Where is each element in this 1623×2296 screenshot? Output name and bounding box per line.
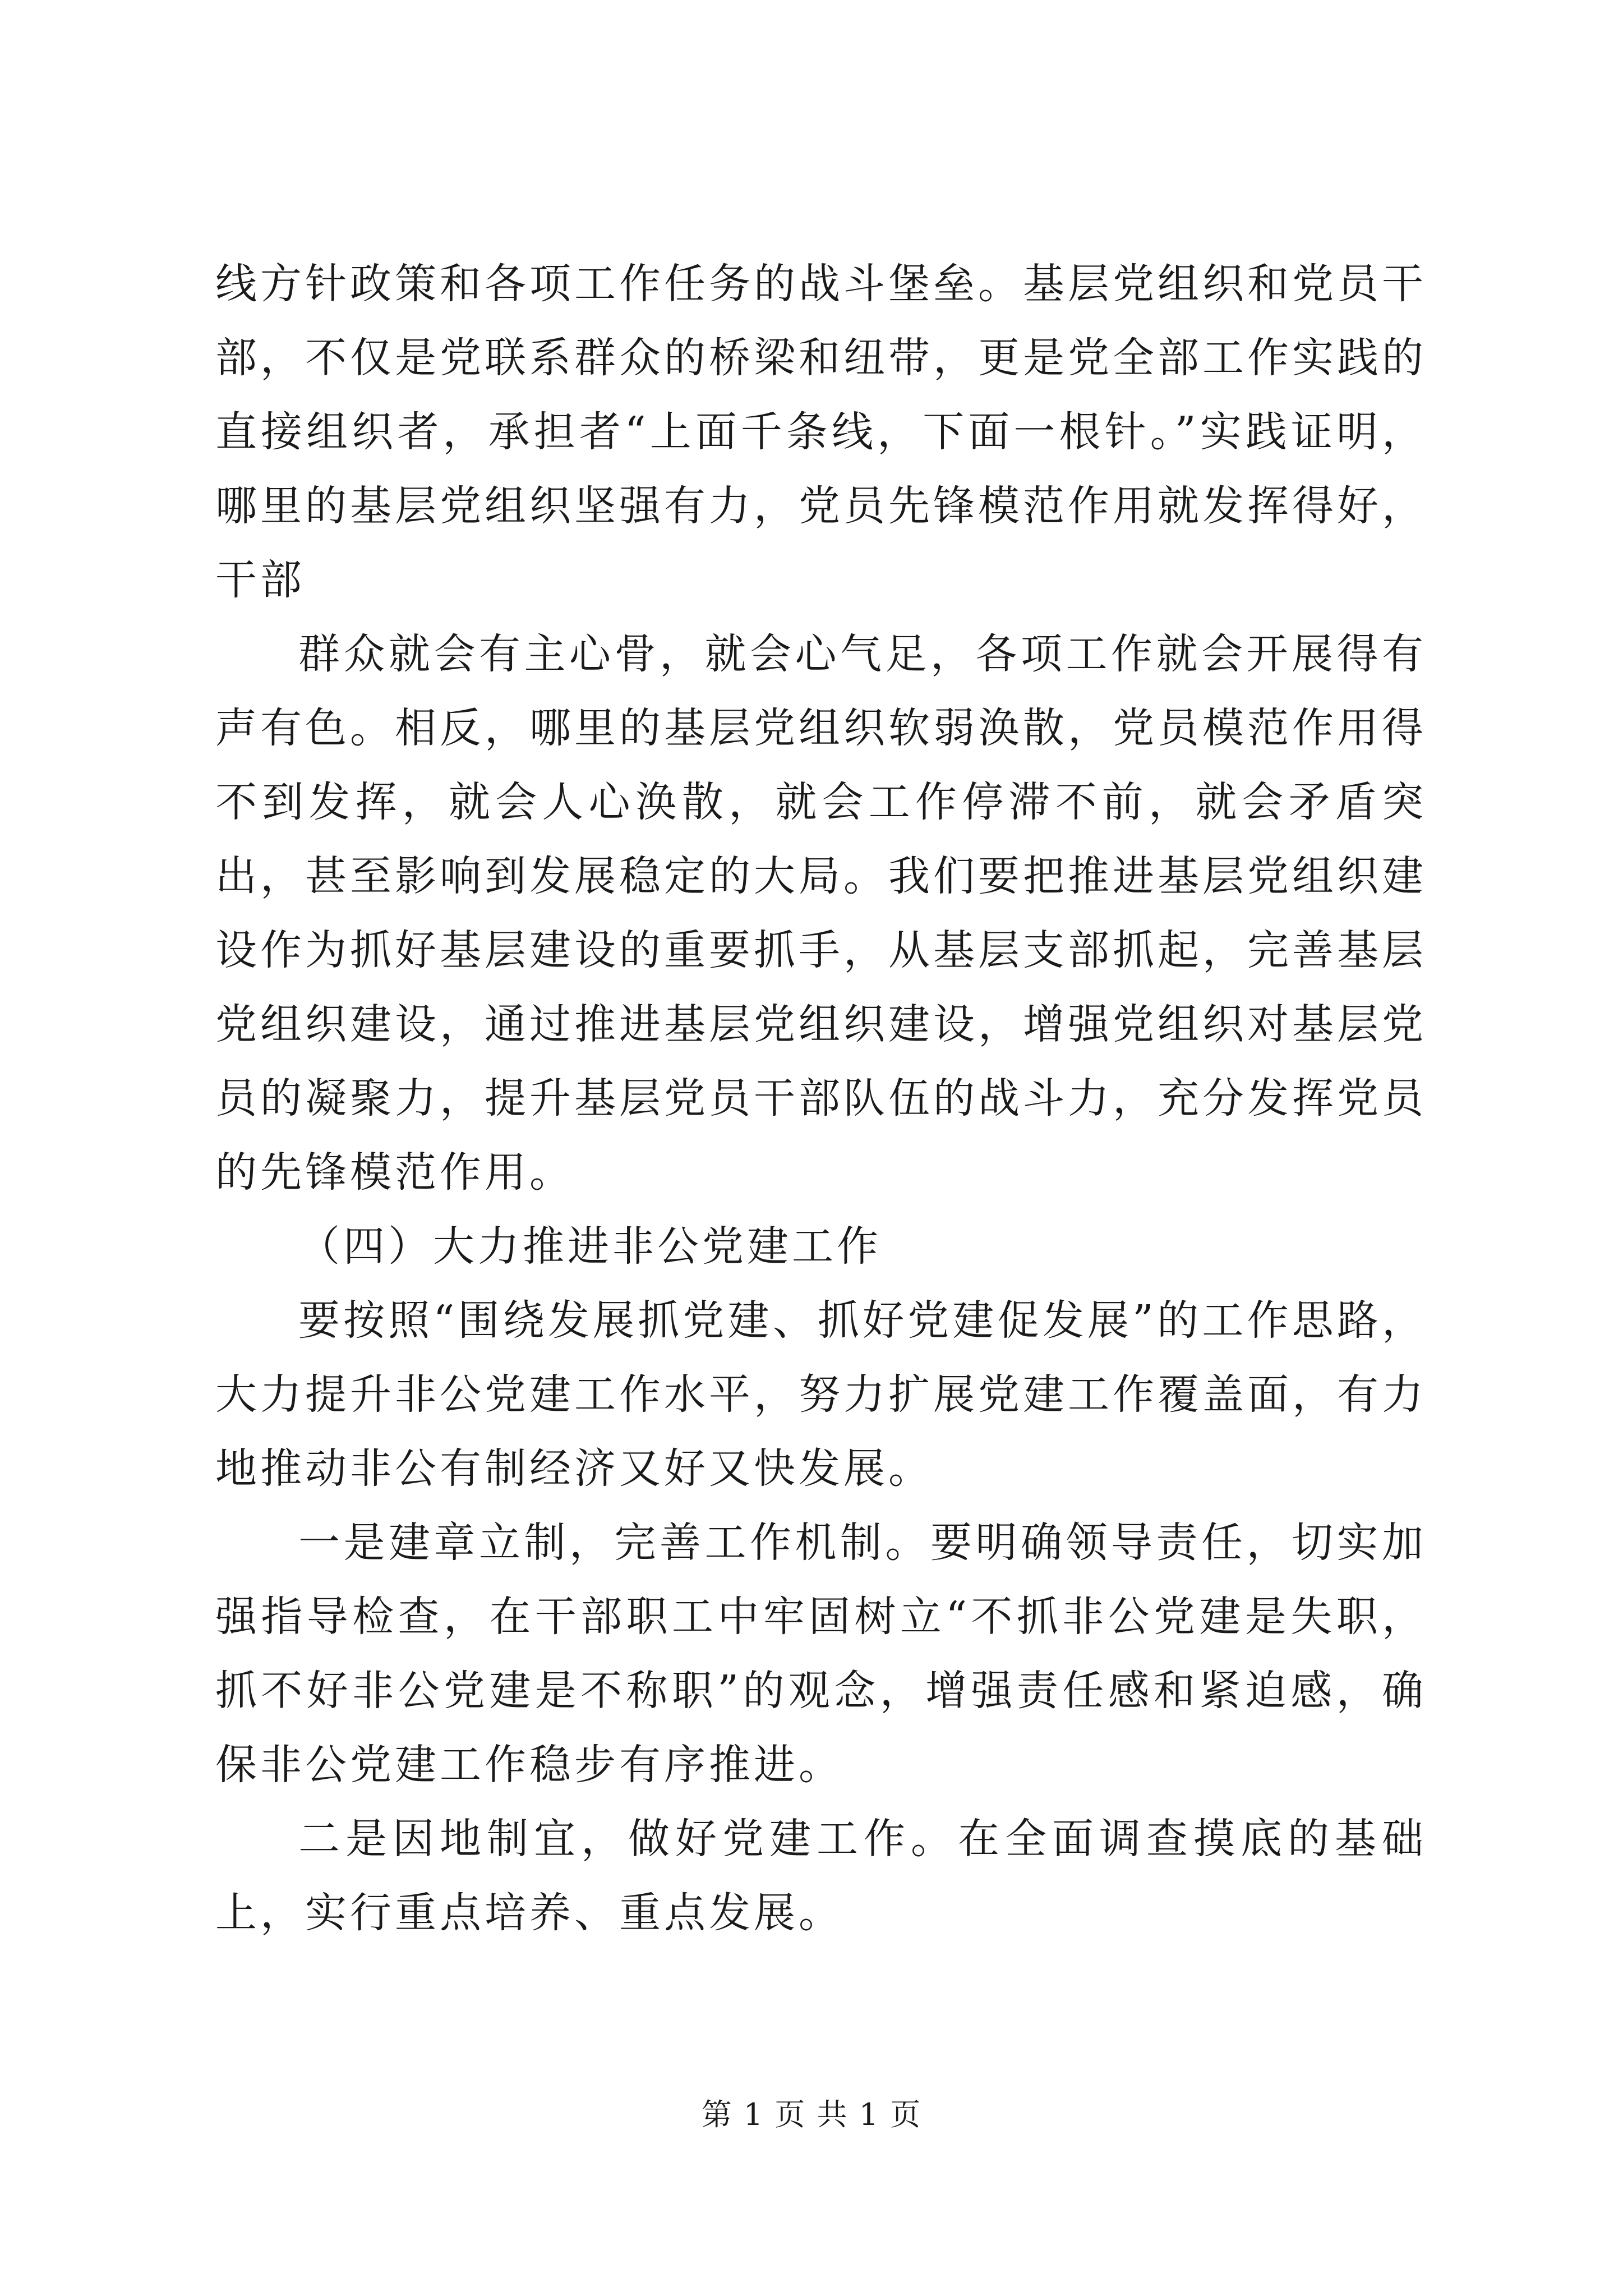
page-footer [0, 2095, 1623, 2134]
body-paragraph-1: 线方针政策和各项工作任务的战斗堡垒。基层党组织和党员干部，不仅是党联系群众的桥梁和纽带，更是党全部工作实践的直接组织者，承担者“上面千条线，下面一根针。”实践证明，哪里的基层党组织坚强有力，党员先锋模范作用就发挥得好，干部 [215, 260, 1427, 604]
page-number-label: 第 1 页 共 1 页 [701, 2097, 922, 2132]
section-heading: （四）大力推进非公党建工作 [298, 1222, 882, 1271]
body-paragraph-2: 群众就会有主心骨，就会心气足，各项工作就会开展得有声有色。相反，哪里的基层党组织软弱涣散，党员模范作用得不到发挥，就会人心涣散，就会工作停滞不前，就会矛盾突出，甚至影响到发展稳定的大局。我们要把推进基层党组织建设作为抓好基层建设的重要抓手，从基层支部抓起，完善基层党组织建设，通过推进基层党组织建设，增强党组织对基层党员的凝聚力，提升基层党员干部队伍的战斗力，充分发挥党员的先锋模范作用。 [215, 630, 1427, 1197]
body-paragraph-3: 要按照“围绕发展抓党建、抓好党建促发展”的工作思路，大力提升非公党建工作水平，努力扩展党建工作覆盖面，有力地推动非公有制经济又好又快发展。 [215, 1296, 1427, 1493]
document-body [215, 247, 1427, 1950]
body-paragraph-5: 二是因地制宜，做好党建工作。在全面调查摸底的基础上，实行重点培养、重点发展。 [215, 1815, 1427, 1937]
body-paragraph-4: 一是建章立制，完善工作机制。要明确领导责任，切实加强指导检查，在干部职工中牢固树立“不抓非公党建是失职，抓不好非公党建是不称职”的观念，增强责任感和紧迫感，确保非公党建工作稳步有序推进。 [215, 1519, 1427, 1789]
